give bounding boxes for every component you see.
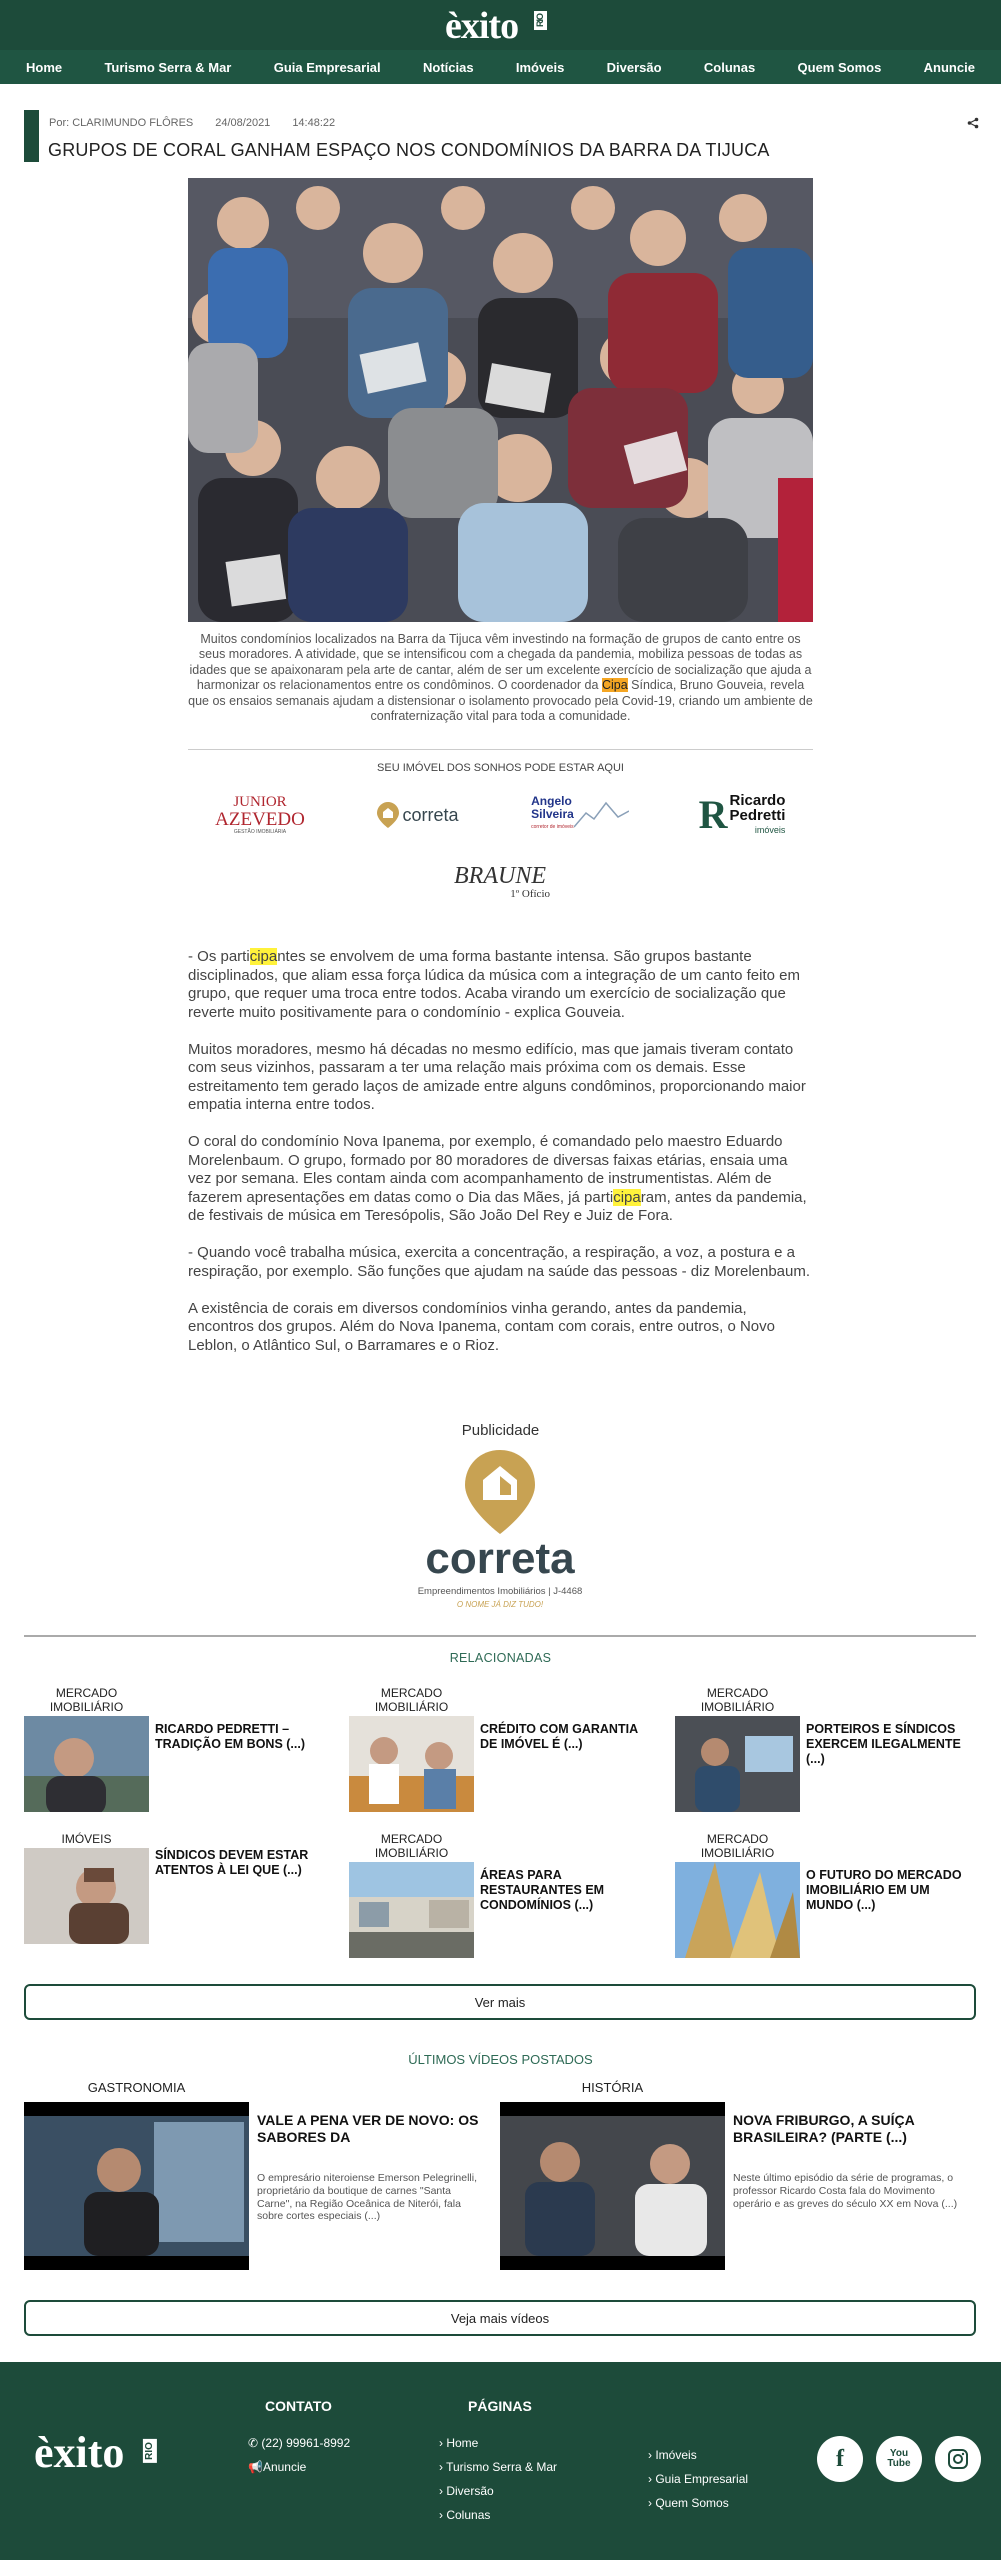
article-photo-choir [188,178,813,622]
logo-badge: RIO [534,11,547,30]
related-card[interactable] [349,1832,659,1962]
contato-heading: CONTATO [265,2398,332,2414]
footer-link-diversao[interactable]: › Diversão [439,2484,494,2498]
partner-name: Angelo [531,793,572,808]
nav-home[interactable]: Home [26,59,63,75]
logo-text: èxito [445,5,519,47]
photo-caption [188,632,813,724]
caption-highlight: Cipa [601,678,628,693]
partner-braune[interactable] [440,860,560,904]
video-description: O empresário niteroiense Emerson Pelegrinelli, proprietário da boutique de carnes "Santa Carne", na Região Oceânica de Niterói, fala sobre cortes especiais (...) [257,2172,478,2223]
mountain-icon [574,799,629,829]
related-thumbnail[interactable] [675,1862,800,1958]
nav-anuncie[interactable]: Anuncie [923,59,975,75]
related-category[interactable]: MERCADO IMOBILIÁRIO [700,1832,775,1860]
related-thumbnail[interactable] [675,1716,800,1812]
p3-text-a: O coral do condomínio Nova Ipanema, por exemplo, é comandado pelo maestro Eduardo Morelenbaum. O grupo, formado por 80 moradores de diversas faixas etárias, ensaia uma vez por semana. Eles contam ainda com acompanhamento de instrumentistas. Além de fazerem apresentações em datas como o Dia das Mães, já parti [188,1133,788,1206]
share-icon[interactable] [967,117,979,132]
partner-name-2: 1º Ofício [510,888,550,900]
footer-link-label: Turismo Serra & Mar [446,2460,558,2474]
video-thumbnail[interactable] [24,2102,249,2270]
facebook-icon[interactable]: f [817,2436,863,2482]
video-category[interactable]: GASTRONOMIA [87,2080,186,2095]
footer-link-label: Diversão [446,2484,494,2498]
related-caption[interactable]: O FUTURO DO MERCADO IMOBILIÁRIO EM UM MUNDO (...) [806,1868,962,1912]
footer-link-guia[interactable]: › Guia Empresarial [648,2472,749,2486]
paginas-heading: PÁGINAS [468,2398,532,2414]
p3-text-b: ram, antes da pandemia, de festivais de música em Teresópolis, São João Del Rey e Juiz de Fora. [188,1188,807,1224]
site-logo[interactable] [445,4,557,48]
footer-link-home[interactable]: › Home [439,2436,479,2450]
p1-text-b: ntes se envolvem de uma forma bastante intensa. São grupos bastante disciplinados, que aliam essa força lúdica da música com a integração de um canto feito em grupo, que requer uma troca entre todos. Acaba virando um exercício de socialização que reverte muito positivamente para o condomínio - explica Gouveia. [188,948,800,1021]
footer-link-label: Home [446,2436,479,2450]
partner-name: BRAUNE [454,863,546,889]
footer-link-label: Colunas [446,2508,491,2522]
partner-angelo-silveira[interactable] [525,790,635,838]
paragraph-5: A existência de corais em diversos condomínios vinha gerando, antes da pandemia, encontros dos grupos. Além do Nova Ipanema, contam com corais, entre outros, o Novo Leblon, o Atlântico Sul, o Barramares e o Rioz. [188,1299,775,1354]
youtube-label: You Tube [887,2448,911,2469]
caption-text-b: Síndica, Bruno Gouveia, revela que os ensaios semanais ajudam a distensionar o isolamento provocado pela Covid-19, criando um ambiente de confraternização vital para toda a comunidade. [188,678,813,724]
related-card[interactable] [24,1832,334,1962]
partner-name: Ricardo [729,791,786,809]
partner-name: JUNIOR [233,794,287,810]
videos-heading: ÚLTIMOS VÍDEOS POSTADOS [408,2052,593,2067]
related-category[interactable]: IMÓVEIS [61,1832,112,1846]
related-caption[interactable]: ÁREAS PARA RESTAURANTES EM CONDOMÍNIOS (...) [480,1868,605,1912]
video-category[interactable]: HISTÓRIA [581,2080,644,2095]
article-title: GRUPOS DE CORAL GANHAM ESPAÇO NOS CONDOMÍNIOS DA BARRA DA TIJUCA [48,140,770,160]
video-card[interactable] [500,2080,970,2260]
partner-tagline: GESTÃO IMOBILIÁRIA [233,829,287,835]
related-caption[interactable]: PORTEIROS E SÍNDICOS EXERCEM ILEGALMENTE (...) [806,1722,961,1766]
partner-name: correta [402,804,459,825]
title-accent-bar [24,110,39,162]
footer-logo[interactable] [34,2428,155,2477]
caption-text-a: Muitos condomínios localizados na Barra da Tijuca vêm investindo na formação de grupos de canto entre os seus moradores. A atividade, que se intensificou com a chegada da pandemia, mobiliza pessoas de todas as idades que se apaixonaram pela arte de cantar, além de ser um excelente exercício de socialização que ajuda a harmonizar os relacionamentos entre os condôminos. O coordenador da [189,632,812,693]
nav-noticias[interactable]: Notícias [422,59,474,75]
related-category[interactable]: MERCADO IMOBILIÁRIO [374,1832,449,1860]
partner-correta[interactable] [368,795,468,835]
p3-highlight: cipa [613,1188,641,1206]
nav-colunas[interactable]: Colunas [703,59,756,75]
related-category[interactable]: MERCADO IMOBILIÁRIO [374,1686,449,1714]
footer-logo-text: èxito [34,2428,125,2477]
footer-link-quem-somos[interactable]: › Quem Somos [648,2496,729,2510]
anuncie-label: Anuncie [262,2460,307,2474]
partner-name-2: Pedretti [729,806,786,824]
related-thumbnail[interactable] [349,1862,474,1958]
caption-divider [188,749,813,750]
pedretti-r-icon: R [698,792,728,837]
section-divider [24,1635,976,1637]
nav-quem-somos[interactable]: Quem Somos [797,59,882,75]
ad-banner-correta[interactable] [380,1450,620,1625]
footer-link-label: Imóveis [655,2448,697,2462]
footer-link-label: Quem Somos [655,2496,729,2510]
related-category[interactable]: MERCADO IMOBILIÁRIO [700,1686,775,1714]
instagram-icon[interactable] [935,2436,981,2482]
related-thumbnail[interactable] [349,1716,474,1812]
nav-diversao[interactable]: Diversão [606,59,662,75]
related-card[interactable] [675,1832,985,1962]
paragraph-3 [188,1133,813,1226]
p1-highlight: cipa [249,948,278,965]
correta-pin-icon [465,1450,535,1534]
ad-subtitle: Empreendimentos Imobiliários | J-4468 [417,1586,583,1597]
ad-brand: correta [425,1534,575,1583]
footer-link-label: Guia Empresarial [655,2472,749,2486]
megaphone-icon: 📢 [248,2460,263,2474]
article-time: 14:48:22 [292,117,336,129]
publicidade-label: Publicidade [461,1422,540,1439]
partner-tagline: corretor de imóveis [531,823,574,830]
related-heading: RELACIONADAS [449,1651,552,1665]
footer-logo-badge: RIO [143,2439,157,2463]
related-card[interactable] [675,1686,985,1816]
partner-name-2: Silveira [531,806,574,821]
phone-link[interactable] [248,2436,350,2450]
partner-ricardo-pedretti[interactable] [686,790,798,840]
video-headline[interactable]: VALE A PENA VER DE NOVO: OS SABORES DA [257,2112,479,2145]
related-caption[interactable]: SÍNDICOS DEVEM ESTAR ATENTOS À LEI QUE (...) [155,1848,309,1877]
footer-link-turismo[interactable]: › Turismo Serra & Mar [439,2460,558,2474]
related-thumbnail[interactable] [24,1848,149,1944]
related-thumbnail[interactable] [24,1716,149,1812]
article-body [188,948,813,1374]
nav-imoveis[interactable]: Imóveis [515,59,565,75]
footer-link-colunas[interactable]: › Colunas [439,2508,491,2522]
video-card[interactable] [24,2080,494,2260]
video-thumbnail[interactable] [500,2102,725,2270]
see-more-button[interactable]: Ver mais [24,1984,976,2020]
video-headline[interactable]: NOVA FRIBURGO, A SUÍÇA BRASILEIRA? (PARTE (...) [733,2112,915,2145]
article-meta [49,117,335,129]
related-card[interactable] [349,1686,659,1816]
video-description: Neste último episódio da série de programas, o professor Ricardo Costa fala do Movimento operário e as greves do século XX em Nova (...) [733,2172,958,2210]
partner-name-2: AZEVEDO [215,809,305,830]
paragraph-4: - Quando você trabalha música, exercita a concentração, a respiração, a voz, a postura e a respiração, por exemplo. São funções que ajudam na saúde das pessoas - diz Morelenbaum. [188,1244,811,1280]
related-card[interactable] [24,1686,334,1816]
footer-link-imoveis[interactable]: › Imóveis [648,2448,697,2462]
correta-pin-icon [377,802,399,828]
article-author: Por: CLARIMUNDO FLÔRES [49,117,194,129]
nav-turismo[interactable]: Turismo Serra & Mar [104,59,232,75]
p1-text-a: - Os parti [188,948,250,965]
paragraph-1 [188,948,813,1022]
youtube-icon[interactable] [876,2436,922,2482]
ad-slogan: O NOME JÁ DIZ TUDO! [456,1600,544,1609]
top-header [0,0,1001,50]
main-nav [0,50,1001,84]
related-caption[interactable]: CRÉDITO COM GARANTIA DE IMÓVEL É (...) [480,1722,638,1751]
phone-number: (22) 99961-8992 [261,2436,351,2450]
site-footer [0,2362,1001,2560]
paragraph-2: Muitos moradores, mesmo há décadas no mesmo edifício, mas que jamais tiveram contato com seus vizinhos, passaram a ter uma relação mais próxima com os demais. Esse estreitamento tem gerado laços de amizade entre alguns condôminos, proporcionando maior empatia interna entre todos. [188,1040,806,1113]
see-more-videos-button[interactable]: Veja mais vídeos [24,2300,976,2336]
partner-junior-azevedo[interactable] [200,790,320,840]
whatsapp-icon: ✆ [248,2436,259,2450]
related-category[interactable]: MERCADO IMOBILIÁRIO [49,1686,124,1714]
anuncie-link[interactable] [248,2460,306,2474]
sponsors-heading: SEU IMÓVEL DOS SONHOS PODE ESTAR AQUI [377,762,624,774]
partner-tagline: imóveis [754,824,786,835]
nav-guia-empresarial[interactable]: Guia Empresarial [273,59,381,75]
related-caption[interactable]: RICARDO PEDRETTI – TRADIÇÃO EM BONS (...) [155,1722,305,1751]
article-date: 24/08/2021 [215,117,271,129]
